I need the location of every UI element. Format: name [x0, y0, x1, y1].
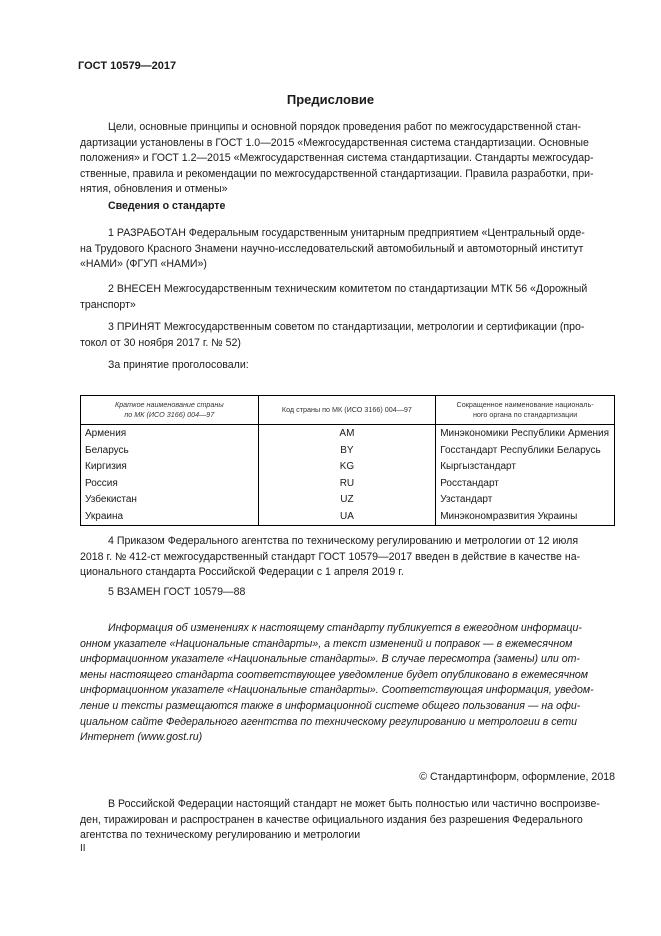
code-cell: RU: [258, 476, 436, 493]
intro-line: ственные, правила и рекомендации по межгосударственной стандартизации. Правила разработки, при-: [80, 167, 594, 180]
code-cell: AM: [258, 425, 436, 443]
body-cell: Узстандарт: [436, 492, 615, 509]
header-line: Код страны по МК (ИСО 3166) 004—97: [281, 405, 412, 414]
page-number: II: [80, 843, 86, 854]
item-2-paragraph: [80, 282, 615, 313]
item-2-line: транспорт»: [80, 298, 136, 311]
info-line: циальном сайте Федерального агентства по техническому регулированию и метрологии в сети: [80, 715, 578, 728]
header-line: по МК (ИСО 3166) 004—97: [124, 410, 215, 419]
item-5: 5 ВЗАМЕН ГОСТ 10579—88: [108, 586, 246, 598]
table-row: [81, 443, 615, 460]
code-cell: KG: [258, 459, 436, 476]
info-line: мены настоящего стандарта соответствующее уведомление будет опубликовано в ежемесячном: [80, 668, 589, 681]
country-cell: Узбекистан: [81, 492, 259, 509]
item-3-line: 3 ПРИНЯТ Межгосударственным советом по стандартизации, метрологии и сертификации (про-: [108, 321, 585, 333]
item-3-line: токол от 30 ноября 2017 г. № 52): [80, 336, 241, 349]
document-header: ГОСТ 10579—2017: [78, 60, 177, 72]
intro-paragraph: [80, 120, 615, 198]
item-1-paragraph: [80, 226, 615, 273]
intro-line: нятия, обновления и отмены»: [80, 183, 228, 196]
country-cell: Киргизия: [81, 459, 259, 476]
body-cell: Росстандарт: [436, 476, 615, 493]
body-cell: Госстандарт Республики Беларусь: [436, 443, 615, 460]
code-cell: BY: [258, 443, 436, 460]
info-line: Информация об изменениях к настоящему стандарту публикуется в ежегодном информаци-: [108, 622, 582, 634]
country-cell: Россия: [81, 476, 259, 493]
header-line: Сокращенное наименование националь-: [456, 400, 594, 409]
table-header-country: [81, 396, 259, 425]
intro-line: положения» и ГОСТ 1.2—2015 «Межгосударственная система стандартизации. Стандарты межгосудар-: [80, 152, 594, 165]
header-line: Краткое наименование страны: [114, 400, 224, 409]
table-header-code: [258, 396, 436, 425]
item-4-line: ционального стандарта Российской Федерации с 1 апреля 2019 г.: [80, 566, 404, 579]
section-heading: Сведения о стандарте: [108, 200, 226, 212]
item-4-paragraph: [80, 534, 615, 581]
item-4-line: 4 Приказом Федерального агентства по техническому регулированию и метрологии от 12 июля: [108, 535, 579, 547]
table-row: [81, 509, 615, 526]
country-cell: Беларусь: [81, 443, 259, 460]
intro-line: Цели, основные принципы и основной порядок проведения работ по межгосударственной стан-: [108, 121, 581, 133]
code-cell: UA: [258, 509, 436, 526]
item-1-line: на Трудового Красного Знамени научно-исследовательский автомобильный и автомоторный институт: [80, 242, 584, 255]
info-paragraph: [80, 621, 615, 746]
copyright-notice: © Стандартинформ, оформление, 2018: [419, 771, 615, 783]
country-cell: Армения: [81, 425, 259, 443]
item-3-paragraph: [80, 320, 615, 351]
intro-line: дартизации установлены в ГОСТ 1.0—2015 «Межгосударственная система стандартизации. Основные: [80, 136, 589, 149]
item-2-line: 2 ВНЕСЕН Межгосударственным техническим комитетом по стандартизации МТК 56 «Дорожный: [108, 283, 588, 295]
table-header-body: [436, 396, 615, 425]
table-row: [81, 492, 615, 509]
final-line: ден, тиражирован и распространен в качестве официального издания без разрешения Федерального: [80, 813, 583, 826]
page-title: Предисловие: [286, 92, 375, 107]
info-line: Интернет (www.gost.ru): [80, 731, 203, 744]
body-cell: Минэкономразвития Украины: [436, 509, 615, 526]
table-header-row: [81, 396, 615, 425]
table-row: [81, 476, 615, 493]
info-line: информационном указателе «Национальные стандарты». Соответствующая информация, уведом-: [80, 684, 594, 697]
item-4-line: 2018 г. № 412-ст межгосударственный стандарт ГОСТ 10579—2017 введен в действие в качестве на-: [80, 550, 581, 563]
info-line: ление и тексты размещаются также в информационной системе общего пользования — на офи-: [80, 699, 581, 712]
final-line: агентства по техническому регулированию и метрологии: [80, 829, 361, 842]
header-line: ного органа по стандартизации: [472, 410, 578, 419]
final-line: В Российской Федерации настоящий стандарт не может быть полностью или частично воспроизве-: [108, 798, 600, 810]
country-cell: Украина: [81, 509, 259, 526]
final-paragraph: [80, 797, 615, 844]
item-1-line: «НАМИ» (ФГУП «НАМИ»): [80, 258, 207, 271]
vote-intro: За принятие проголосовали:: [108, 359, 249, 371]
body-cell: Кыргызстандарт: [436, 459, 615, 476]
info-line: онном указателе «Национальные стандарты», а текст изменений и поправок — в ежемесячном: [80, 637, 573, 650]
item-1-line: 1 РАЗРАБОТАН Федеральным государственным унитарным предприятием «Центральный орде-: [108, 227, 585, 239]
info-line: информационном указателе «Национальные стандарты». В случае пересмотра (замены) или от-: [80, 653, 580, 666]
table-row: [81, 459, 615, 476]
table-row: [81, 425, 615, 443]
voting-table: [80, 395, 615, 526]
body-cell: Минэкономики Республики Армения: [436, 425, 615, 443]
code-cell: UZ: [258, 492, 436, 509]
